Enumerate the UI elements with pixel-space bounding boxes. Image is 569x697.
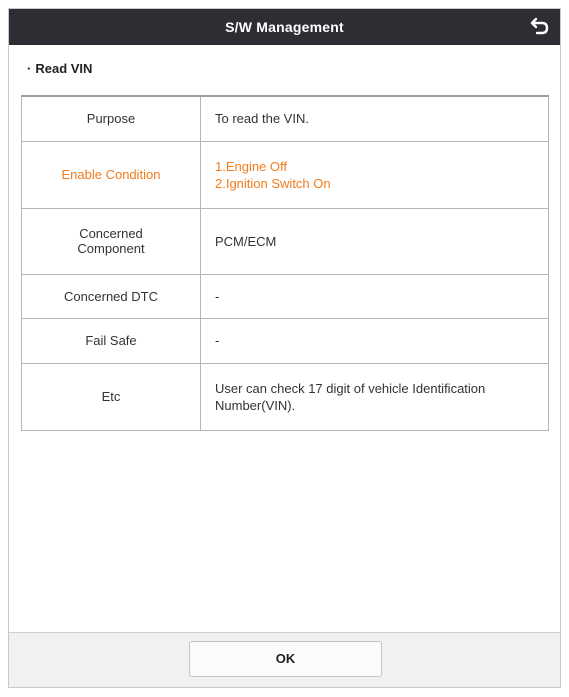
value-line: - <box>215 333 220 348</box>
ok-button[interactable]: OK <box>189 641 382 677</box>
label-line: Component <box>77 241 145 256</box>
row-value-concerned-component <box>201 208 549 274</box>
bullet-icon: · <box>27 61 32 76</box>
dialog-footer <box>9 632 560 687</box>
row-value-enable-condition <box>201 141 549 208</box>
value-line: 1.Engine Off <box>215 158 288 174</box>
row-label-purpose: Purpose <box>22 96 201 141</box>
table-row <box>22 96 549 141</box>
section-title <box>27 61 92 76</box>
table-row <box>22 274 549 318</box>
table-row <box>22 141 549 208</box>
row-label-concerned-dtc: Concerned DTC <box>22 274 201 318</box>
title-bar <box>9 9 560 45</box>
return-arrow-icon[interactable] <box>528 15 552 39</box>
table-row <box>22 363 549 430</box>
value-line: - <box>215 288 220 304</box>
row-value-purpose <box>201 96 549 141</box>
row-label-fail-safe: Fail Safe <box>22 318 201 363</box>
value-line: Number(VIN). <box>215 397 296 413</box>
value-line: 2.Ignition Switch On <box>215 175 331 191</box>
row-value-etc <box>201 363 549 430</box>
value-line: User can check 17 digit of vehicle Identification <box>215 380 486 396</box>
row-label-enable-condition: Enable Condition <box>22 141 201 208</box>
row-value-fail-safe <box>201 318 549 363</box>
row-label-concerned-component <box>22 208 201 274</box>
value-line: PCM/ECM <box>215 233 277 249</box>
section-title-text: Read VIN <box>35 61 93 76</box>
dialog-title: S/W Management <box>225 19 344 35</box>
row-label-etc: Etc <box>22 363 201 430</box>
value-line: To read the VIN. <box>215 111 309 127</box>
info-table <box>21 95 549 431</box>
row-value-concerned-dtc <box>201 274 549 318</box>
table-row <box>22 318 549 363</box>
label-line: Concerned <box>79 226 143 241</box>
table-row <box>22 208 549 274</box>
sw-management-dialog <box>8 8 561 688</box>
